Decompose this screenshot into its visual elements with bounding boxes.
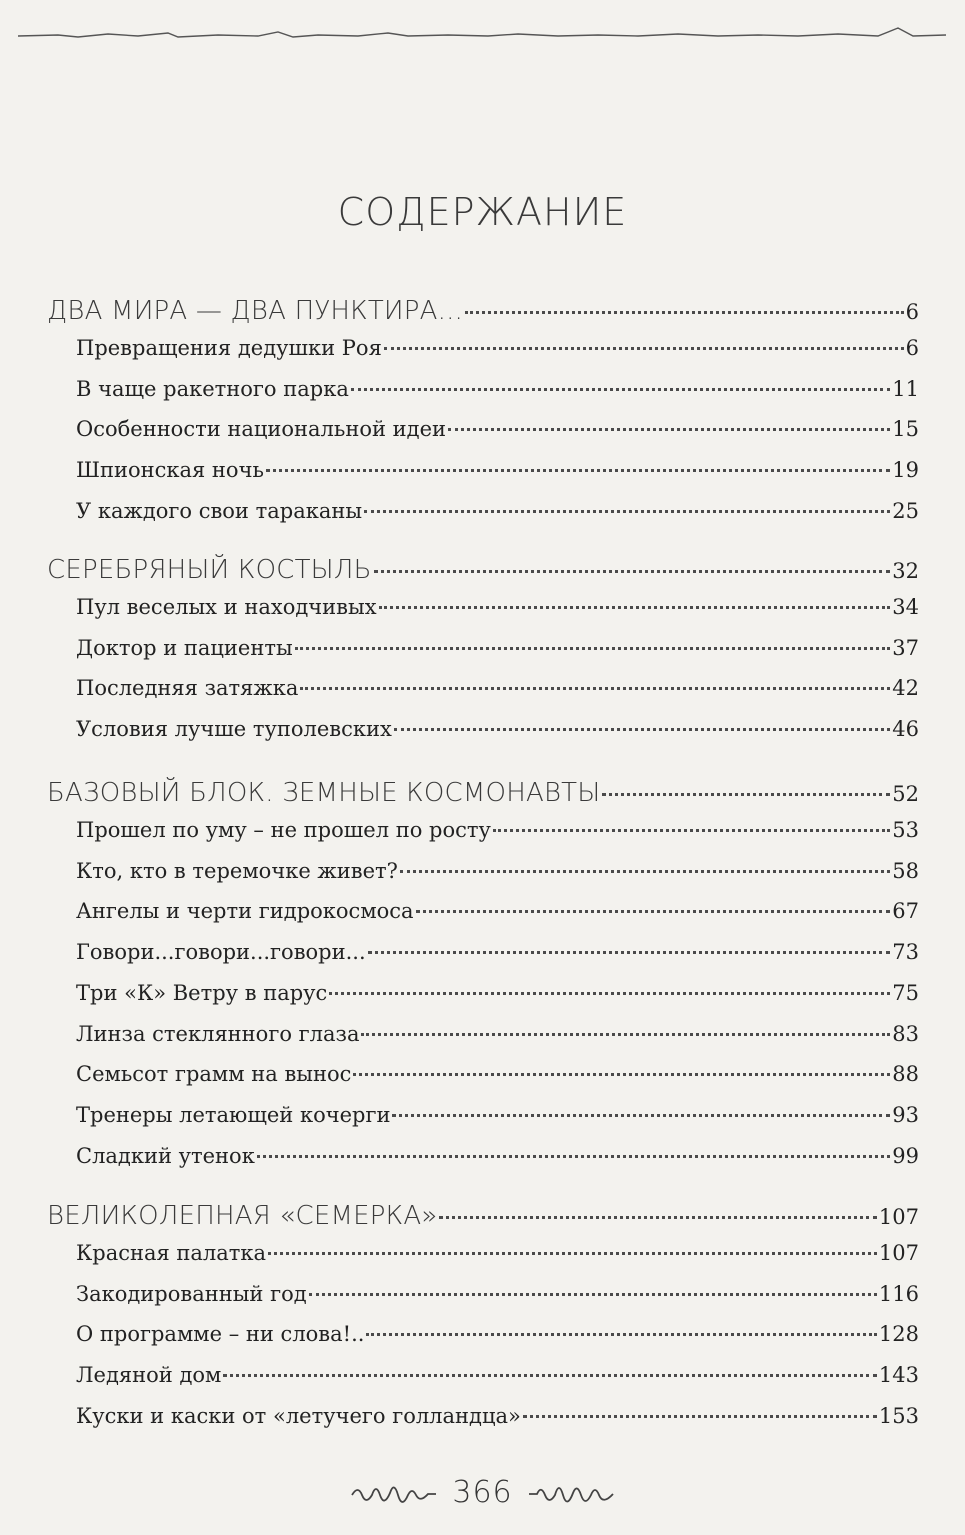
dot-leader — [379, 606, 891, 609]
item-page-number: 116 — [878, 1281, 919, 1306]
dot-leader — [361, 1033, 890, 1036]
dot-leader — [384, 347, 904, 350]
dot-leader — [523, 1415, 877, 1418]
toc-item-entry[interactable] — [76, 499, 919, 533]
item-page-number: 128 — [878, 1322, 919, 1347]
dot-leader — [602, 793, 890, 796]
toc-item-entry[interactable] — [76, 940, 919, 974]
toc-item-entry[interactable] — [76, 899, 919, 933]
dot-leader — [439, 1216, 876, 1219]
item-title: Превращения дедушки Роя — [76, 336, 382, 360]
toc-item-entry[interactable] — [76, 717, 919, 751]
dot-leader — [416, 910, 891, 913]
toc-item-entry[interactable] — [76, 1363, 919, 1397]
dot-leader — [351, 388, 890, 391]
dot-leader — [257, 1155, 890, 1158]
toc-item-entry[interactable] — [76, 1022, 919, 1056]
dot-leader — [295, 647, 891, 650]
wave-ornament-left-icon — [350, 1479, 438, 1505]
dot-leader — [374, 570, 891, 573]
item-page-number: 25 — [892, 498, 919, 523]
item-page-number: 75 — [892, 980, 919, 1005]
item-page-number: 143 — [878, 1363, 919, 1388]
item-title: Линза стеклянного глаза — [76, 1021, 360, 1046]
item-page-number: 99 — [892, 1143, 919, 1168]
toc-item-entry[interactable] — [76, 1282, 919, 1316]
dot-leader — [394, 728, 890, 731]
item-page-number: 11 — [892, 376, 919, 401]
item-title: Последняя затяжка — [76, 676, 299, 701]
item-page-number: 42 — [892, 676, 919, 701]
item-title: Доктор и пациенты — [76, 635, 293, 660]
toc-item-entry[interactable] — [76, 818, 919, 852]
item-title: У каждого свои тараканы — [76, 498, 363, 523]
item-page-number: 83 — [892, 1021, 919, 1046]
toc-section-entry[interactable] — [47, 1201, 919, 1235]
toc-item-entry[interactable] — [76, 859, 919, 893]
item-title: Семьсот грамм на вынос — [76, 1062, 352, 1087]
section-page-number: 52 — [892, 782, 919, 806]
item-page-number: 34 — [892, 595, 919, 619]
item-page-number: 153 — [878, 1403, 919, 1428]
section-title: СЕРЕБРЯНЫЙ КОСТЫЛЬ — [47, 555, 372, 585]
toc-section-entry[interactable] — [47, 296, 919, 330]
item-title: Прошел по уму – не прошел по росту — [76, 818, 491, 842]
dot-leader — [266, 469, 890, 472]
dot-leader — [353, 1073, 890, 1076]
item-title: Пул веселых и находчивых — [76, 595, 377, 619]
item-page-number: 53 — [892, 818, 919, 842]
item-page-number: 6 — [905, 336, 919, 360]
dot-leader — [448, 428, 890, 431]
dot-leader — [368, 951, 891, 954]
item-page-number: 73 — [892, 940, 919, 965]
section-title: ДВА МИРА — ДВА ПУНКТИРА... — [47, 296, 464, 326]
item-page-number: 107 — [878, 1241, 919, 1265]
toc-item-entry[interactable] — [76, 336, 919, 370]
section-page-number: 107 — [878, 1205, 919, 1229]
toc-item-entry[interactable] — [76, 1404, 919, 1438]
item-title: Особенности национальной идеи — [76, 417, 446, 442]
section-page-number: 32 — [892, 559, 919, 583]
toc-item-entry[interactable] — [76, 595, 919, 629]
item-title: Кто, кто в теремочке живет? — [76, 858, 398, 883]
page-footer — [0, 1470, 965, 1514]
item-title: О программе – ни слова!.. — [76, 1322, 365, 1347]
dot-leader — [309, 1293, 877, 1296]
item-title: Закодированный год — [76, 1281, 307, 1306]
item-title: Ледяной дом — [76, 1363, 222, 1388]
toc-section-entry[interactable] — [47, 555, 919, 589]
item-title: Куски и каски от «летучего голландца» — [76, 1403, 521, 1428]
toc-item-entry[interactable] — [76, 676, 919, 710]
item-title: Шпионская ночь — [76, 458, 264, 483]
item-title: Условия лучше туполевских — [76, 717, 392, 742]
section-page-number: 6 — [905, 300, 919, 324]
wave-ornament-right-icon — [527, 1479, 615, 1505]
dot-leader — [300, 687, 890, 690]
toc-item-entry[interactable] — [76, 636, 919, 670]
section-title: ВЕЛИКОЛЕПНАЯ «СЕМЕРКА» — [47, 1201, 438, 1231]
item-title: Ангелы и черти гидрокосмоса — [76, 899, 414, 924]
toc-item-entry[interactable] — [76, 1144, 919, 1178]
item-title: Сладкий утенок — [76, 1143, 255, 1168]
item-title: Говори...говори...говори... — [76, 940, 366, 965]
dot-leader — [392, 1114, 890, 1117]
toc-item-entry[interactable] — [76, 458, 919, 492]
toc-item-entry[interactable] — [76, 1322, 919, 1356]
dot-leader — [268, 1252, 877, 1255]
toc-section-entry[interactable] — [47, 778, 919, 812]
item-page-number: 58 — [892, 858, 919, 883]
dot-leader — [366, 1333, 876, 1336]
item-title: Красная палатка — [76, 1241, 267, 1265]
dot-leader — [223, 1374, 877, 1377]
item-title: В чаще ракетного парка — [76, 376, 349, 401]
toc-item-entry[interactable] — [76, 1062, 919, 1096]
dot-leader — [364, 510, 890, 513]
dot-leader — [465, 311, 904, 314]
item-page-number: 37 — [892, 635, 919, 660]
item-page-number: 67 — [892, 899, 919, 924]
toc-item-entry[interactable] — [76, 1241, 919, 1275]
page-number: 366 — [452, 1474, 513, 1510]
toc-item-entry[interactable] — [76, 417, 919, 451]
toc-item-entry[interactable] — [76, 377, 919, 411]
toc-item-entry[interactable] — [76, 981, 919, 1015]
item-title: Тренеры летающей кочерги — [76, 1102, 391, 1127]
toc-title: СОДЕРЖАНИЕ — [337, 190, 628, 234]
dot-leader — [329, 992, 890, 995]
dot-leader — [493, 829, 890, 832]
item-page-number: 93 — [892, 1102, 919, 1127]
item-page-number: 19 — [892, 458, 919, 483]
section-title: БАЗОВЫЙ БЛОК. ЗЕМНЫЕ КОСМОНАВТЫ — [47, 778, 601, 808]
item-page-number: 88 — [892, 1062, 919, 1087]
dot-leader — [400, 870, 890, 873]
item-title: Три «К» Ветру в парус — [76, 980, 328, 1005]
item-page-number: 46 — [892, 717, 919, 742]
item-page-number: 15 — [892, 417, 919, 442]
toc-item-entry[interactable] — [76, 1103, 919, 1137]
